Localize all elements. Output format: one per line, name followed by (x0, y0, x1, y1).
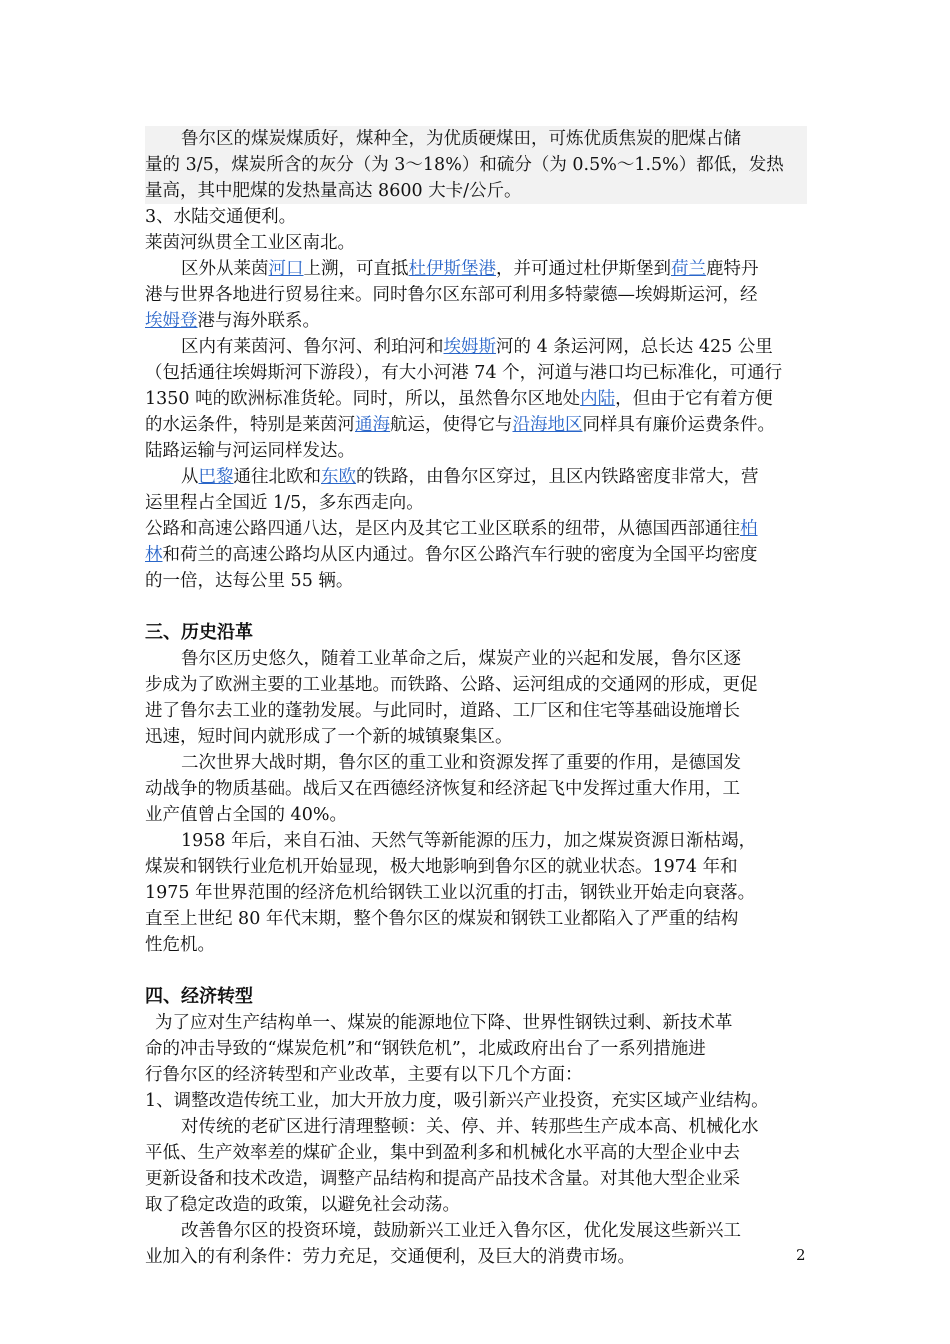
text-line (145, 464, 807, 490)
link-eastern-europe[interactable]: 东欧 (321, 467, 356, 487)
text-line: （包括通往埃姆斯河下游段），有大小河港 74 个，河道与港口均已标准化，可通行 (145, 363, 783, 383)
link-coastal-areas[interactable]: 沿海地区 (512, 415, 583, 435)
text-span: 区内有莱茵河、鲁尔河、利珀河和 (181, 337, 444, 357)
text-line (145, 334, 807, 360)
railway-paragraph (145, 464, 807, 516)
text-line: 煤炭和钢铁行业危机开始显现，极大地影响到鲁尔区的就业状态。1974 年和 (145, 857, 738, 877)
text-span: 和荷兰的高速公路均从区内通过。鲁尔区公路汽车行驶的密度为全国平均密度 (162, 545, 758, 565)
text-span: 同样具有廉价运费条件。 (582, 415, 775, 435)
text-span: 上溯，可直抵 (303, 259, 409, 279)
document-page (145, 126, 807, 1270)
text-line: 陆路运输与河运同样发达。 (145, 441, 355, 461)
link-sea-access[interactable]: 通海 (355, 415, 390, 435)
text-line: 性危机。 (145, 935, 215, 955)
external-transport-paragraph (145, 256, 807, 334)
section-heading-history: 三、历史沿革 (145, 622, 253, 643)
highway-paragraph (145, 516, 807, 594)
text-span: 1350 吨的欧洲标准货轮。同时，所以，虽然鲁尔区地处 (145, 389, 581, 409)
spacer (145, 594, 807, 620)
text-span: 港与海外联系。 (197, 311, 320, 331)
text-line: 取了稳定改造的政策，以避免社会动荡。 (145, 1195, 460, 1215)
link-emden[interactable]: 埃姆登 (145, 311, 198, 331)
text-line: 直至上世纪 80 年代末期，整个鲁尔区的煤炭和钢铁工业都陷入了严重的结构 (145, 909, 739, 929)
text-line (145, 516, 807, 542)
page-number: 2 (796, 1246, 806, 1264)
text-line (145, 412, 807, 438)
text-line: 业加入的有利条件：劳力充足，交通便利，及巨大的消费市场。 (145, 1247, 635, 1267)
text-span: 鹿特丹 (706, 259, 759, 279)
text-line: 步成为了欧洲主要的工业基地。而铁路、公路、运河组成的交通网的形成，更促 (145, 675, 758, 695)
text-line: 量的 3/5，煤炭所含的灰分（为 3～18%）和硫分（为 0.5%～1.5%）都低，发热 (145, 155, 784, 175)
text-span: 公路和高速公路四通八达，是区内及其它工业区联系的纽带，从德国西部通往 (145, 519, 740, 539)
text-line: 鲁尔区历史悠久，随着工业革命之后，煤炭产业的兴起和发展，鲁尔区逐 (181, 649, 741, 669)
text-line: 鲁尔区的煤炭煤质好，煤种全，为优质硬煤田，可炼优质焦炭的肥煤占储 (181, 129, 741, 149)
transformation-paragraph-2 (145, 1218, 807, 1270)
text-span: 航运，使得它与 (390, 415, 513, 435)
text-line: 港与世界各地进行贸易往来。同时鲁尔区东部可利用多特蒙德—埃姆斯运河，经 (145, 285, 758, 305)
text-line: 更新设备和技术改造，调整产品结构和提高产品技术含量。对其他大型企业采 (145, 1169, 740, 1189)
link-netherlands[interactable]: 荷兰 (671, 259, 706, 279)
text-span: 从 (181, 467, 199, 487)
text-span: 区外从莱茵 (181, 259, 269, 279)
text-span: 通往北欧和 (233, 467, 321, 487)
coal-quality-paragraph (145, 126, 807, 204)
spacer (145, 958, 807, 984)
text-line (145, 256, 807, 282)
text-line: 二次世界大战时期，鲁尔区的重工业和资源发挥了重要的作用，是德国发 (181, 753, 741, 773)
link-duisburg-port[interactable]: 杜伊斯堡港 (408, 259, 496, 279)
text-line (145, 542, 807, 568)
text-span: 河的 4 条运河网，总长达 425 公里 (496, 337, 773, 357)
canal-paragraph (145, 334, 807, 464)
text-line: 莱茵河纵贯全工业区南北。 (145, 233, 355, 253)
text-line: 为了应对生产结构单一、煤炭的能源地位下降、世界性钢铁过剩、新技术革 (155, 1013, 733, 1033)
text-line: 命的冲击导致的“煤炭危机”和“钢铁危机”，北威政府出台了一系列措施进 (145, 1039, 706, 1059)
text-line (145, 308, 807, 334)
subheading-transport: 3、水陆交通便利。 (145, 207, 297, 227)
text-line (145, 386, 807, 412)
link-berlin-cont[interactable]: 林 (145, 545, 163, 565)
text-span: ，但由于它有着方便 (615, 389, 773, 409)
text-line: 改善鲁尔区的投资环境，鼓励新兴工业迁入鲁尔区，优化发展这些新兴工 (181, 1221, 741, 1241)
link-inland[interactable]: 内陆 (580, 389, 616, 409)
text-span: 的水运条件，特别是莱茵河 (145, 415, 355, 435)
text-line: 行鲁尔区的经济转型和产业改革，主要有以下几个方面： (145, 1065, 583, 1085)
text-line: 量高，其中肥煤的发热量高达 8600 大卡/公斤。 (145, 181, 522, 201)
link-ems[interactable]: 埃姆斯 (443, 337, 496, 357)
text-line: 的一倍，达每公里 55 辆。 (145, 571, 354, 591)
text-line: 业产值曾占全国的 40%。 (145, 805, 347, 825)
history-paragraph-1 (145, 646, 807, 750)
link-river-mouth[interactable]: 河口 (268, 259, 304, 279)
text-span: 的铁路，由鲁尔区穿过，且区内铁路密度非常大，营 (356, 467, 759, 487)
transformation-intro (145, 1010, 807, 1088)
section-heading-transformation: 四、经济转型 (145, 986, 253, 1007)
text-line: 平低、生产效率差的煤矿企业，集中到盈利多和机械化水平高的大型企业中去 (145, 1143, 740, 1163)
text-line: 运里程占全国近 1/5，多东西走向。 (145, 493, 424, 513)
text-line: 对传统的老矿区进行清理整顿：关、停、并、转那些生产成本高、机械化水 (181, 1117, 759, 1137)
link-paris[interactable]: 巴黎 (198, 467, 234, 487)
list-item-1: 1、调整改造传统工业，加大开放力度，吸引新兴产业投资，充实区域产业结构。 (145, 1091, 769, 1111)
text-line: 1975 年世界范围的经济危机给钢铁工业以沉重的打击，钢铁业开始走向衰落。 (145, 883, 756, 903)
history-paragraph-3 (145, 828, 807, 958)
text-line: 迅速，短时间内就形成了一个新的城镇聚集区。 (145, 727, 513, 747)
text-line: 进了鲁尔去工业的蓬勃发展。与此同时，道路、工厂区和住宅等基础设施增长 (145, 701, 740, 721)
link-berlin[interactable]: 柏 (740, 519, 758, 539)
text-span: ，并可通过杜伊斯堡到 (496, 259, 671, 279)
text-line: 1958 年后，来自石油、天然气等新能源的压力，加之煤炭资源日渐枯竭， (181, 831, 757, 851)
history-paragraph-2 (145, 750, 807, 828)
text-line: 动战争的物质基础。战后又在西德经济恢复和经济起飞中发挥过重大作用，工 (145, 779, 740, 799)
transformation-paragraph-1 (145, 1114, 807, 1218)
